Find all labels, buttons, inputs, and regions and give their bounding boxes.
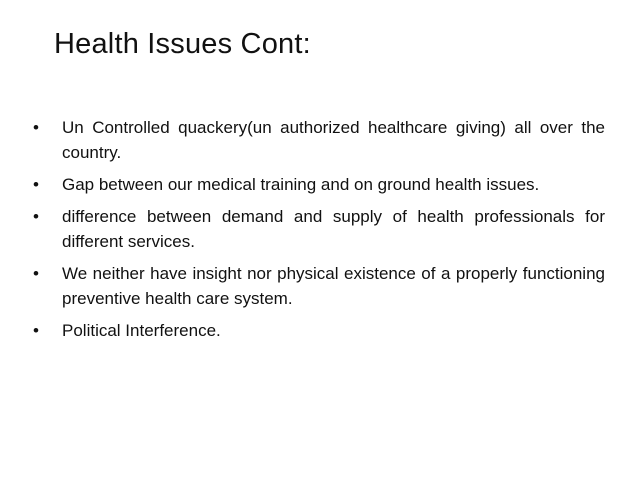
- bullet-item: [33, 115, 605, 165]
- bullet-item: [33, 204, 605, 254]
- slide-title: Health Issues Cont:: [54, 28, 311, 60]
- bullet-text: Gap between our medical training and on ground health issues.: [62, 175, 540, 194]
- bullet-dot-icon: •: [33, 264, 39, 283]
- bullet-item: [33, 318, 605, 343]
- bullet-dot-icon: •: [33, 175, 39, 194]
- bullet-dot-icon: •: [33, 207, 39, 226]
- bullet-text: difference between demand and supply of health professionals for different services.: [62, 207, 605, 251]
- bullet-dot-icon: •: [33, 118, 39, 137]
- bullet-text: Political Interference.: [62, 321, 221, 340]
- bullet-item: [33, 261, 605, 311]
- bullet-dot-icon: •: [33, 321, 39, 340]
- bullet-item: [33, 172, 605, 197]
- bullet-text: We neither have insight nor physical existence of a properly functioning preventive health care system.: [62, 264, 605, 308]
- bullet-list: [33, 115, 605, 350]
- bullet-text: Un Controlled quackery(un authorized healthcare giving) all over the country.: [62, 118, 605, 162]
